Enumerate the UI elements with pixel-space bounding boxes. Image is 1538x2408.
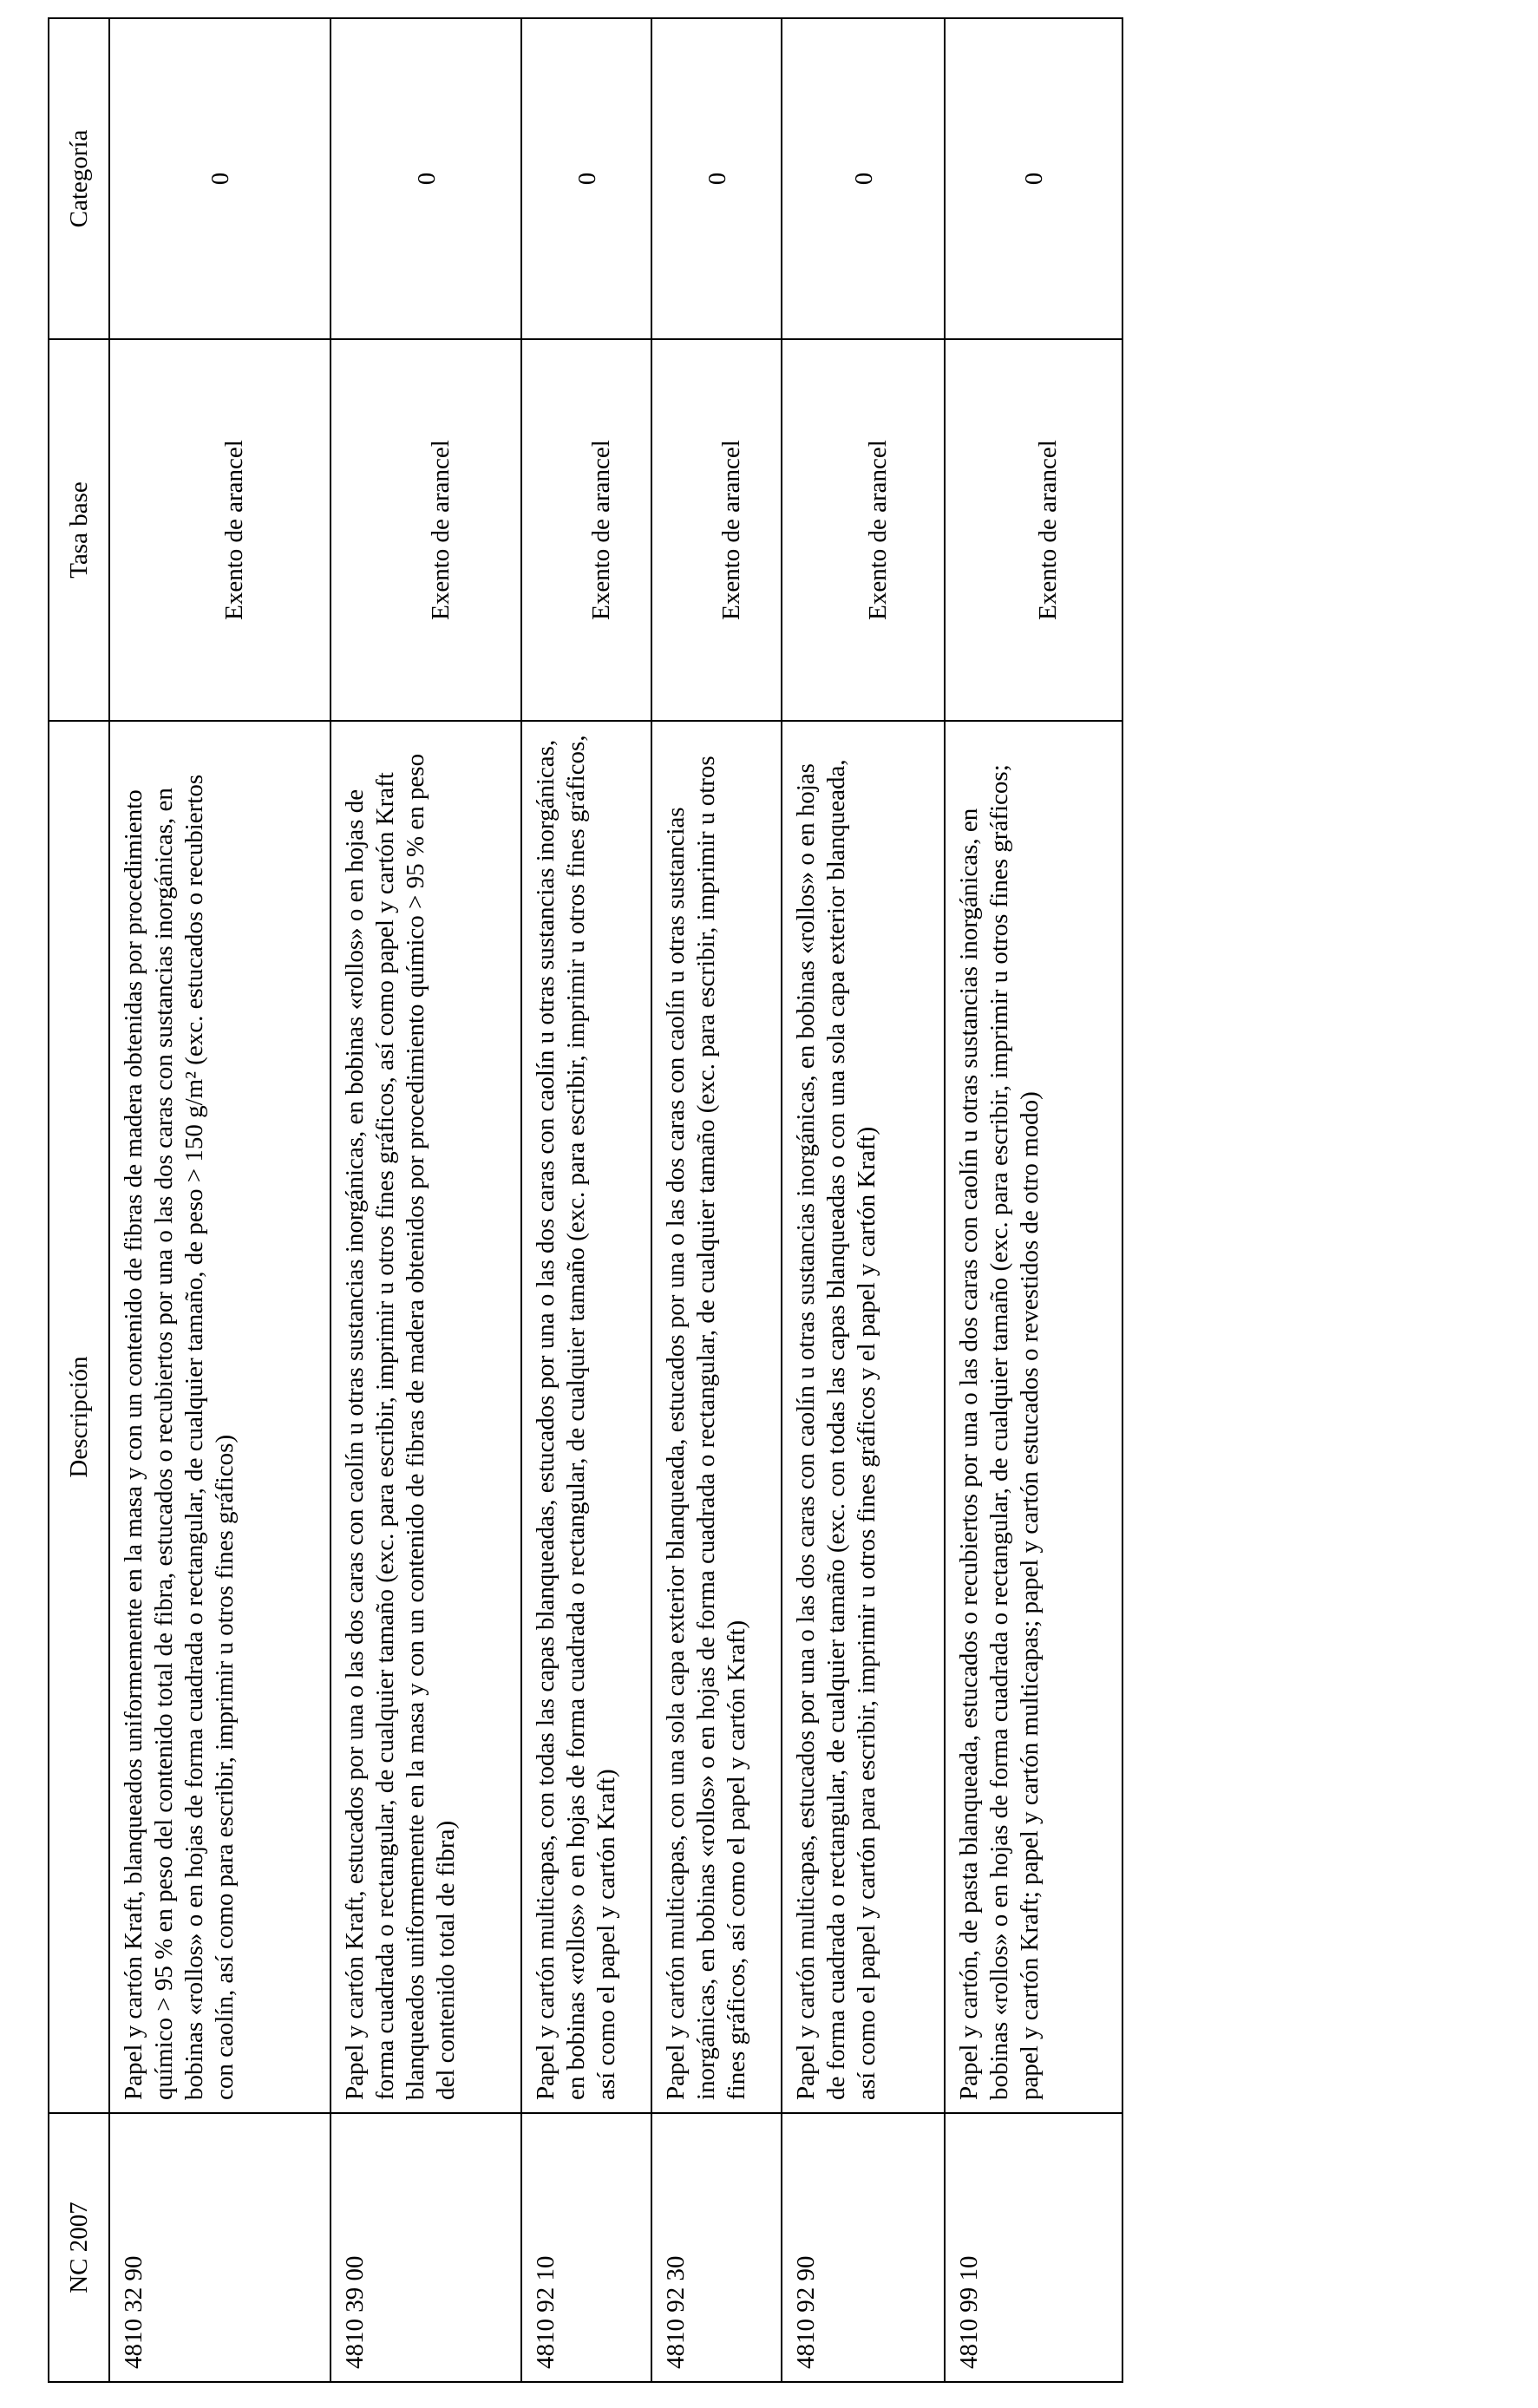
header-code: NC 2007 xyxy=(49,2113,109,2382)
row-code: 4810 32 90 xyxy=(109,2113,331,2382)
row-code: 4810 92 30 xyxy=(651,2113,782,2382)
row-base-rate xyxy=(945,339,1122,721)
row-base-rate xyxy=(331,339,521,721)
row-base-rate-text: Exento de arancel xyxy=(717,440,745,620)
header-base-rate: Tasa base xyxy=(49,339,109,721)
table-header xyxy=(49,18,109,2382)
row-category: 0 xyxy=(782,18,945,339)
table-row xyxy=(109,18,331,2382)
row-description: Papel y cartón multicapas, estucados por una o las dos caras con caolín u otras sustancias inorgánicas, en bobinas «rollos» o en hojas de forma cuadrada o rectangular, de cualquier tamaño (exc. con todas las capas blanqueadas o con una sola capa exterior blanqueada, así como el papel y cartón para escribir, imprimir u otros fines gráficos y el papel y cartón Kraft) xyxy=(782,721,945,2113)
row-description: Papel y cartón multicapas, con todas las capas blanqueadas, estucados por una o las dos caras con caolín u otras sustancias inorgánicas, en bobinas «rollos» o en hojas de forma cuadrada o rectangular, de cualquier tamaño (exc. para escribir, imprimir u otros fines gráficos, así como el papel y cartón Kraft) xyxy=(521,721,651,2113)
row-description: Papel y cartón Kraft, estucados por una o las dos caras con caolín u otras sustancias inorgánicas, en bobinas «rollos» o en hojas de forma cuadrada o rectangular, de cualquier tamaño (exc. para escribir, imprimir u otros fines gráficos, así como papel y cartón Kraft blanqueados uniformemente en la masa y con un contenido de fibras de madera obtenidos por procedimiento químico > 95 % en peso del contenido total de fibra) xyxy=(331,721,521,2113)
row-base-rate xyxy=(782,339,945,721)
row-description: Papel y cartón Kraft, blanqueados uniformemente en la masa y con un contenido de fibras de madera obtenidas por procedimiento químico > 95 % en peso del contenido total de fibra, estucados o recubiertos por una o las dos caras con sustancias inorgánicas, en bobinas «rollos» o en hojas de forma cuadrada o rectangular, de cualquier tamaño, de peso > 150 g/m² (exc. estucados o recubiertos con caolín, así como para escribir, imprimir u otros fines gráficos) xyxy=(109,721,331,2113)
row-base-rate xyxy=(109,339,331,721)
row-category: 0 xyxy=(331,18,521,339)
table-row xyxy=(782,18,945,2382)
table-row xyxy=(945,18,1122,2382)
table-body xyxy=(109,18,1122,2382)
row-description: Papel y cartón multicapas, con una sola capa exterior blanqueada, estucados por una o las dos caras con caolín u otras sustancias inorgánicas, en bobinas «rollos» o en hojas de forma cuadrada o rectangular, de cualquier tamaño (exc. para escribir, imprimir u otros fines gráficos, así como el papel y cartón Kraft) xyxy=(651,721,782,2113)
row-code: 4810 92 90 xyxy=(782,2113,945,2382)
header-description: Descripción xyxy=(49,721,109,2113)
row-code: 4810 92 10 xyxy=(521,2113,651,2382)
row-description: Papel y cartón, de pasta blanqueada, estucados o recubiertos por una o las dos caras con caolín u otras sustancias inorgánicas, en bobinas «rollos» o en hojas de forma cuadrada o rectangular, de cualquier tamaño (exc. para escribir, imprimir u otros fines gráficos; papel y cartón Kraft; papel y cartón multicapas; papel y cartón estucados o revestidos de otro modo) xyxy=(945,721,1122,2113)
row-code: 4810 39 00 xyxy=(331,2113,521,2382)
header-category: Categoría xyxy=(49,18,109,339)
row-base-rate-text: Exento de arancel xyxy=(586,440,615,620)
row-code: 4810 99 10 xyxy=(945,2113,1122,2382)
row-category: 0 xyxy=(651,18,782,339)
tariff-table xyxy=(48,17,1123,2383)
row-base-rate-text: Exento de arancel xyxy=(1034,440,1062,620)
table-row xyxy=(521,18,651,2382)
row-base-rate xyxy=(651,339,782,721)
rotated-page-content xyxy=(48,19,1122,2383)
header-row xyxy=(49,18,109,2382)
row-base-rate xyxy=(521,339,651,721)
table-row xyxy=(331,18,521,2382)
row-category: 0 xyxy=(109,18,331,339)
row-base-rate-text: Exento de arancel xyxy=(220,440,248,620)
table-row xyxy=(651,18,782,2382)
row-category: 0 xyxy=(945,18,1122,339)
row-base-rate-text: Exento de arancel xyxy=(863,440,892,620)
row-base-rate-text: Exento de arancel xyxy=(426,440,455,620)
row-category: 0 xyxy=(521,18,651,339)
